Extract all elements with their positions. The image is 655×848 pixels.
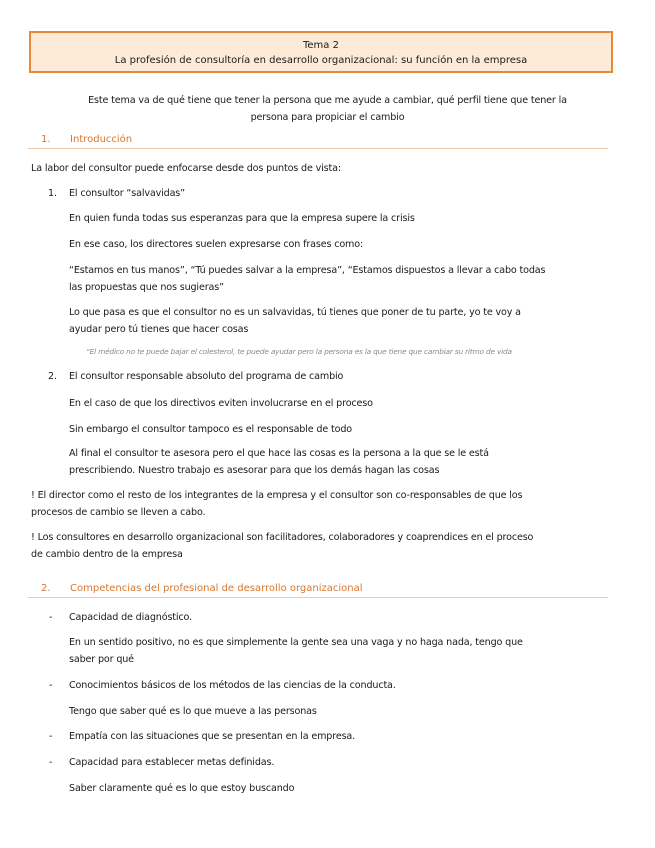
paragraph-line: “Estamos en tus manos”, “Tú puedes salvar a la empresa”, “Estamos dispuestos a llevar a cabo todas [69,265,546,276]
list-number: 1. [48,188,57,199]
bullet-detail: Tengo que saber qué es lo que mueve a las personas [69,706,317,717]
note-line: de cambio dentro de la empresa [31,549,183,560]
detail-line: En un sentido positivo, no es que simplemente la gente sea una vaga y no haga nada, tengo que [69,637,523,648]
paragraph-line: Lo que pasa es que el consultor no es un salvavidas, tú tienes que poner de tu parte, yo te voy a [69,307,521,318]
list-number: 2. [48,371,57,382]
note-line: procesos de cambio se lleven a cabo. [31,507,206,518]
section-2-number: 2. [41,583,51,594]
paragraph: En quien funda todas sus esperanzas para que la empresa supere la crisis [69,213,415,224]
section-2-title: Competencias del profesional de desarrollo organizacional [70,583,363,594]
paragraph [69,445,489,479]
section-divider [28,597,608,598]
bullet-marker: - [49,731,53,742]
topic-summary [0,92,655,126]
section-divider [28,148,608,149]
bullet-text: Empatía con las situaciones que se presentan en la empresa. [69,731,356,742]
bullet-detail: Saber claramente qué es lo que estoy buscando [69,783,295,794]
bullet-text: Capacidad de diagnóstico. [69,612,193,623]
bullet-text: Capacidad para establecer metas definidas. [69,757,275,768]
section-1-lead: La labor del consultor puede enfocarse desde dos puntos de vista: [31,163,341,174]
section-1-title: Introducción [70,134,133,145]
bullet-marker: - [49,680,53,691]
paragraph [69,262,545,296]
item-1-title: El consultor “salvavidas” [69,188,185,199]
item-2-title: El consultor responsable absoluto del programa de cambio [69,371,344,382]
paragraph-line: Al final el consultor te asesora pero el que hace las cosas es la persona a la que se le está [69,448,489,459]
note [31,487,522,521]
bullet-detail [69,634,523,668]
topic-number: Tema 2 [303,40,339,51]
detail-line: saber por qué [69,654,134,665]
note-line: ! Los consultores en desarrollo organizacional son facilitadores, colaboradores y coaprendices en el proceso [31,532,534,543]
paragraph-line: prescribiendo. Nuestro trabajo es asesorar para que los demás hagan las cosas [69,465,440,476]
paragraph: En el caso de que los directivos eviten involucrarse en el proceso [69,398,373,409]
bullet-marker: - [49,612,53,623]
quote: “El médico no te puede bajar el colesterol, te puede ayudar pero la persona es la que tiene que cambiar su ritmo de vida [86,347,512,356]
bullet-text: Conocimientos básicos de los métodos de las ciencias de la conducta. [69,680,396,691]
bullet-marker: - [49,757,53,768]
paragraph [69,304,521,338]
topic-title: La profesión de consultoría en desarrollo organizacional: su función en la empresa [114,55,528,66]
summary-line: Este tema va de qué tiene que tener la persona que me ayude a cambiar, qué perfil tiene que tener la [88,95,567,106]
paragraph: Sin embargo el consultor tampoco es el responsable de todo [69,424,352,435]
topic-header [29,31,613,73]
summary-line: persona para propiciar el cambio [250,112,405,123]
note [31,529,533,563]
section-1-number: 1. [41,134,51,145]
paragraph-line: las propuestas que nos sugieras” [69,282,224,293]
note-line: ! El director como el resto de los integrantes de la empresa y el consultor son co-responsables de que los [31,490,523,501]
paragraph: En ese caso, los directores suelen expresarse con frases como: [69,239,364,250]
paragraph-line: ayudar pero tú tienes que hacer cosas [69,324,249,335]
